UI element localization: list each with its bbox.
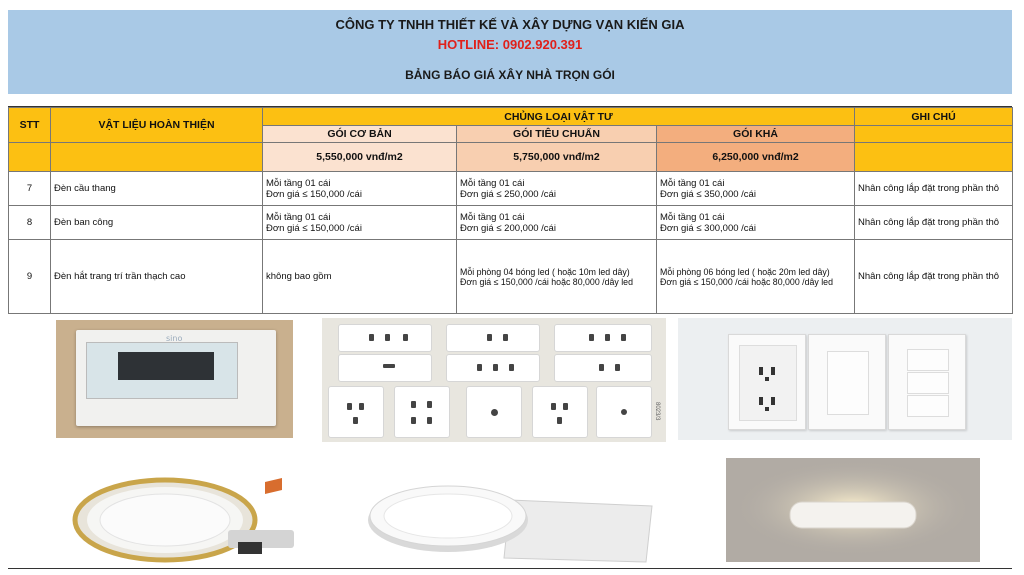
package-good-price: 6,250,000 vnđ/m2: [657, 143, 855, 172]
hotline: HOTLINE: 0902.920.391: [437, 37, 583, 52]
panel-slot: [118, 352, 214, 380]
table-row: [9, 172, 1013, 206]
electrical-panel-photo: [56, 320, 293, 438]
row-stt: 9: [9, 240, 51, 314]
row-stt: 8: [9, 206, 51, 240]
note-header: GHI CHÚ: [855, 108, 1013, 126]
stt-blank: [9, 143, 51, 172]
panel-brand: sino: [166, 334, 183, 343]
socket-plate: [328, 386, 384, 438]
row-note: Nhân công lắp đặt trong phần thô: [855, 206, 1013, 240]
package-standard-price: 5,750,000 vnđ/m2: [457, 143, 657, 172]
row-standard: Mỗi tầng 01 cái Đơn giá ≤ 200,000 /cái: [457, 206, 657, 240]
socket-plate: [728, 334, 806, 430]
package-basic-price: 5,550,000 vnđ/m2: [263, 143, 457, 172]
price-table: [8, 107, 1013, 314]
package-standard-name: GÓI TIÊU CHUẨN: [457, 126, 657, 143]
header-banner: [8, 10, 1012, 94]
socket-module: [338, 354, 432, 382]
material-group-header: CHỦNG LOẠI VẬT TƯ: [263, 108, 855, 126]
row-basic: không bao gồm: [263, 240, 457, 314]
row-stt: 7: [9, 172, 51, 206]
material-blank: [51, 143, 263, 172]
socket-plate: [532, 386, 588, 438]
product-code: 8023/3: [654, 402, 660, 421]
material-header: VẬT LIỆU HOÀN THIỆN: [51, 108, 263, 143]
page-title: BẢNG BÁO GIÁ XÂY NHÀ TRỌN GÓI: [405, 68, 615, 82]
row-note: Nhân công lắp đặt trong phần thô: [855, 240, 1013, 314]
socket-module: [554, 354, 652, 382]
triple-switch-plate: [888, 334, 966, 430]
socket-plate: [394, 386, 450, 438]
socket-module: [338, 324, 432, 352]
row-good: Mỗi tầng 01 cái Đơn giá ≤ 300,000 /cái: [657, 206, 855, 240]
row-standard: Mỗi phòng 04 bóng led ( hoặc 10m led dây) Đơn giá ≤ 150,000 /cái hoặc 80,000 /dây led: [457, 240, 657, 314]
switch-sockets-photo: [322, 318, 666, 442]
row-basic: Mỗi tầng 01 cái Đơn giá ≤ 150,000 /cái: [263, 206, 457, 240]
package-basic-name: GÓI CƠ BẢN: [263, 126, 457, 143]
row-item: Đèn cầu thang: [51, 172, 263, 206]
divider: [8, 568, 1012, 569]
note-blank: [855, 126, 1013, 143]
row-good: Mỗi tầng 01 cái Đơn giá ≤ 350,000 /cái: [657, 172, 855, 206]
row-note: Nhân công lắp đặt trong phần thô: [855, 172, 1013, 206]
package-good-name: GÓI KHÁ: [657, 126, 855, 143]
table-row: [9, 240, 1013, 314]
note-blank-2: [855, 143, 1013, 172]
panel-light-photo: [360, 478, 660, 570]
row-good: Mỗi phòng 06 bóng led ( hoặc 20m led dây) Đơn giá ≤ 150,000 /cái hoặc 80,000 /dây led: [657, 240, 855, 314]
company-name: CÔNG TY TNHH THIẾT KẾ VÀ XÂY DỰNG VẠN KIẾN GIA: [335, 17, 685, 32]
socket-module: [446, 324, 540, 352]
socket-plate: [466, 386, 522, 438]
socket-plate: [596, 386, 652, 438]
socket-module: [446, 354, 540, 382]
stt-header: STT: [9, 108, 51, 143]
row-basic: Mỗi tầng 01 cái Đơn giá ≤ 150,000 /cái: [263, 172, 457, 206]
table-row: [9, 206, 1013, 240]
wall-switch-photo: [678, 318, 1012, 440]
row-item: Đèn ban công: [51, 206, 263, 240]
downlight-photo: [70, 460, 320, 570]
single-switch-plate: [808, 334, 886, 430]
row-item: Đèn hắt trang trí trần thạch cao: [51, 240, 263, 314]
row-standard: Mỗi tầng 01 cái Đơn giá ≤ 250,000 /cái: [457, 172, 657, 206]
wall-lamp-photo: [726, 458, 980, 562]
socket-module: [554, 324, 652, 352]
